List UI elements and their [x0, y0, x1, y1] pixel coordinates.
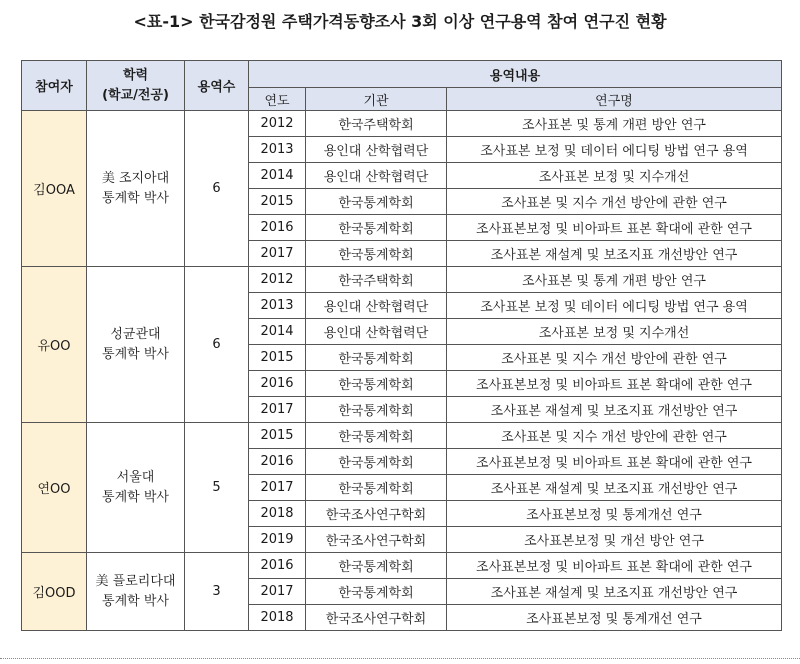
- contract-count: 5: [185, 423, 249, 553]
- cell-year: 2016: [249, 449, 306, 475]
- participant-name: 김OOA: [22, 111, 87, 267]
- cell-year: 2015: [249, 345, 306, 371]
- cell-study: 조사표본 및 지수 개선 방안에 관한 연구: [447, 189, 782, 215]
- degree-school: 서울대: [116, 469, 155, 485]
- cell-institution: 한국통계학회: [306, 579, 447, 605]
- table-row: [22, 423, 782, 449]
- cell-year: 2017: [249, 241, 306, 267]
- cell-study: 조사표본보정 및 개선 방안 연구: [447, 527, 782, 553]
- cell-study: 조사표본 보정 및 지수개선: [447, 319, 782, 345]
- cell-institution: 한국통계학회: [306, 189, 447, 215]
- cell-year: 2012: [249, 267, 306, 293]
- cell-study: 조사표본보정 및 비아파트 표본 확대에 관한 연구: [447, 215, 782, 241]
- cell-study: 조사표본보정 및 비아파트 표본 확대에 관한 연구: [447, 449, 782, 475]
- cell-institution: 한국통계학회: [306, 397, 447, 423]
- research-participants-table: [21, 60, 782, 631]
- cell-institution: 용인대 산학협력단: [306, 319, 447, 345]
- cell-year: 2017: [249, 579, 306, 605]
- degree-major: 통계학 박사: [102, 593, 169, 609]
- cell-institution: 한국통계학회: [306, 475, 447, 501]
- degree-major: 통계학 박사: [102, 346, 169, 362]
- participant-degree: [87, 423, 185, 553]
- cell-year: 2012: [249, 111, 306, 137]
- footer-divider: [0, 658, 800, 659]
- cell-year: 2013: [249, 293, 306, 319]
- cell-study: 조사표본 및 통계 개편 방안 연구: [447, 111, 782, 137]
- cell-study: 조사표본 및 지수 개선 방안에 관한 연구: [447, 423, 782, 449]
- cell-institution: 한국조사연구학회: [306, 527, 447, 553]
- cell-year: 2013: [249, 137, 306, 163]
- degree-school: 美 조지아대: [101, 170, 170, 186]
- cell-institution: 한국통계학회: [306, 371, 447, 397]
- table-row: [22, 553, 782, 579]
- cell-study: 조사표본 보정 및 데이터 에디팅 방법 연구 용역: [447, 137, 782, 163]
- cell-study: 조사표본보정 및 통계개선 연구: [447, 605, 782, 631]
- cell-year: 2018: [249, 501, 306, 527]
- header-count: 용역수: [185, 61, 249, 111]
- cell-study: 조사표본 및 지수 개선 방안에 관한 연구: [447, 345, 782, 371]
- header-year: 연도: [249, 88, 306, 111]
- cell-study: 조사표본 및 통계 개편 방안 연구: [447, 267, 782, 293]
- cell-study: 조사표본보정 및 비아파트 표본 확대에 관한 연구: [447, 553, 782, 579]
- cell-institution: 한국주택학회: [306, 267, 447, 293]
- cell-study: 조사표본 재설계 및 보조지표 개선방안 연구: [447, 241, 782, 267]
- cell-institution: 한국주택학회: [306, 111, 447, 137]
- cell-year: 2016: [249, 371, 306, 397]
- cell-year: 2018: [249, 605, 306, 631]
- cell-year: 2017: [249, 397, 306, 423]
- header-contents: 용역내용: [249, 61, 782, 88]
- cell-study: 조사표본 보정 및 데이터 에디팅 방법 연구 용역: [447, 293, 782, 319]
- table-title: <표-1> 한국감정원 주택가격동향조사 3회 이상 연구용역 참여 연구진 현황: [133, 12, 667, 31]
- cell-institution: 한국조사연구학회: [306, 501, 447, 527]
- header-participant: 참여자: [22, 61, 87, 111]
- contract-count: 6: [185, 267, 249, 423]
- degree-major: 통계학 박사: [102, 190, 169, 206]
- cell-study: 조사표본 보정 및 지수개선: [447, 163, 782, 189]
- cell-year: 2017: [249, 475, 306, 501]
- contract-count: 3: [185, 553, 249, 631]
- cell-year: 2014: [249, 319, 306, 345]
- cell-institution: 용인대 산학협력단: [306, 293, 447, 319]
- contract-count: 6: [185, 111, 249, 267]
- participant-name: 유OO: [22, 267, 87, 423]
- cell-study: 조사표본 재설계 및 보조지표 개선방안 연구: [447, 579, 782, 605]
- header-degree-line1: 학력: [122, 67, 149, 83]
- cell-institution: 한국통계학회: [306, 449, 447, 475]
- header-degree: [87, 61, 185, 111]
- cell-year: 2015: [249, 423, 306, 449]
- cell-study: 조사표본보정 및 비아파트 표본 확대에 관한 연구: [447, 371, 782, 397]
- cell-year: 2019: [249, 527, 306, 553]
- cell-institution: 한국통계학회: [306, 423, 447, 449]
- participant-name: 연OO: [22, 423, 87, 553]
- cell-study: 조사표본 재설계 및 보조지표 개선방안 연구: [447, 475, 782, 501]
- cell-institution: 용인대 산학협력단: [306, 163, 447, 189]
- participant-degree: [87, 111, 185, 267]
- cell-study: 조사표본 재설계 및 보조지표 개선방안 연구: [447, 397, 782, 423]
- cell-institution: 한국통계학회: [306, 345, 447, 371]
- participant-degree: [87, 267, 185, 423]
- cell-institution: 한국조사연구학회: [306, 605, 447, 631]
- cell-institution: 용인대 산학협력단: [306, 137, 447, 163]
- table-row: [22, 267, 782, 293]
- cell-year: 2014: [249, 163, 306, 189]
- header-degree-line2: (학교/전공): [102, 87, 169, 103]
- participant-degree: [87, 553, 185, 631]
- degree-school: 성균관대: [110, 326, 161, 342]
- cell-study: 조사표본보정 및 통계개선 연구: [447, 501, 782, 527]
- cell-year: 2016: [249, 553, 306, 579]
- header-institution: 기관: [306, 88, 447, 111]
- header-study: 연구명: [447, 88, 782, 111]
- degree-school: 美 플로리다대: [95, 573, 176, 589]
- cell-institution: 한국통계학회: [306, 241, 447, 267]
- table-row: [22, 111, 782, 137]
- table-body: [22, 111, 782, 631]
- cell-institution: 한국통계학회: [306, 215, 447, 241]
- degree-major: 통계학 박사: [102, 489, 169, 505]
- participant-name: 김OOD: [22, 553, 87, 631]
- cell-year: 2016: [249, 215, 306, 241]
- cell-year: 2015: [249, 189, 306, 215]
- cell-institution: 한국통계학회: [306, 553, 447, 579]
